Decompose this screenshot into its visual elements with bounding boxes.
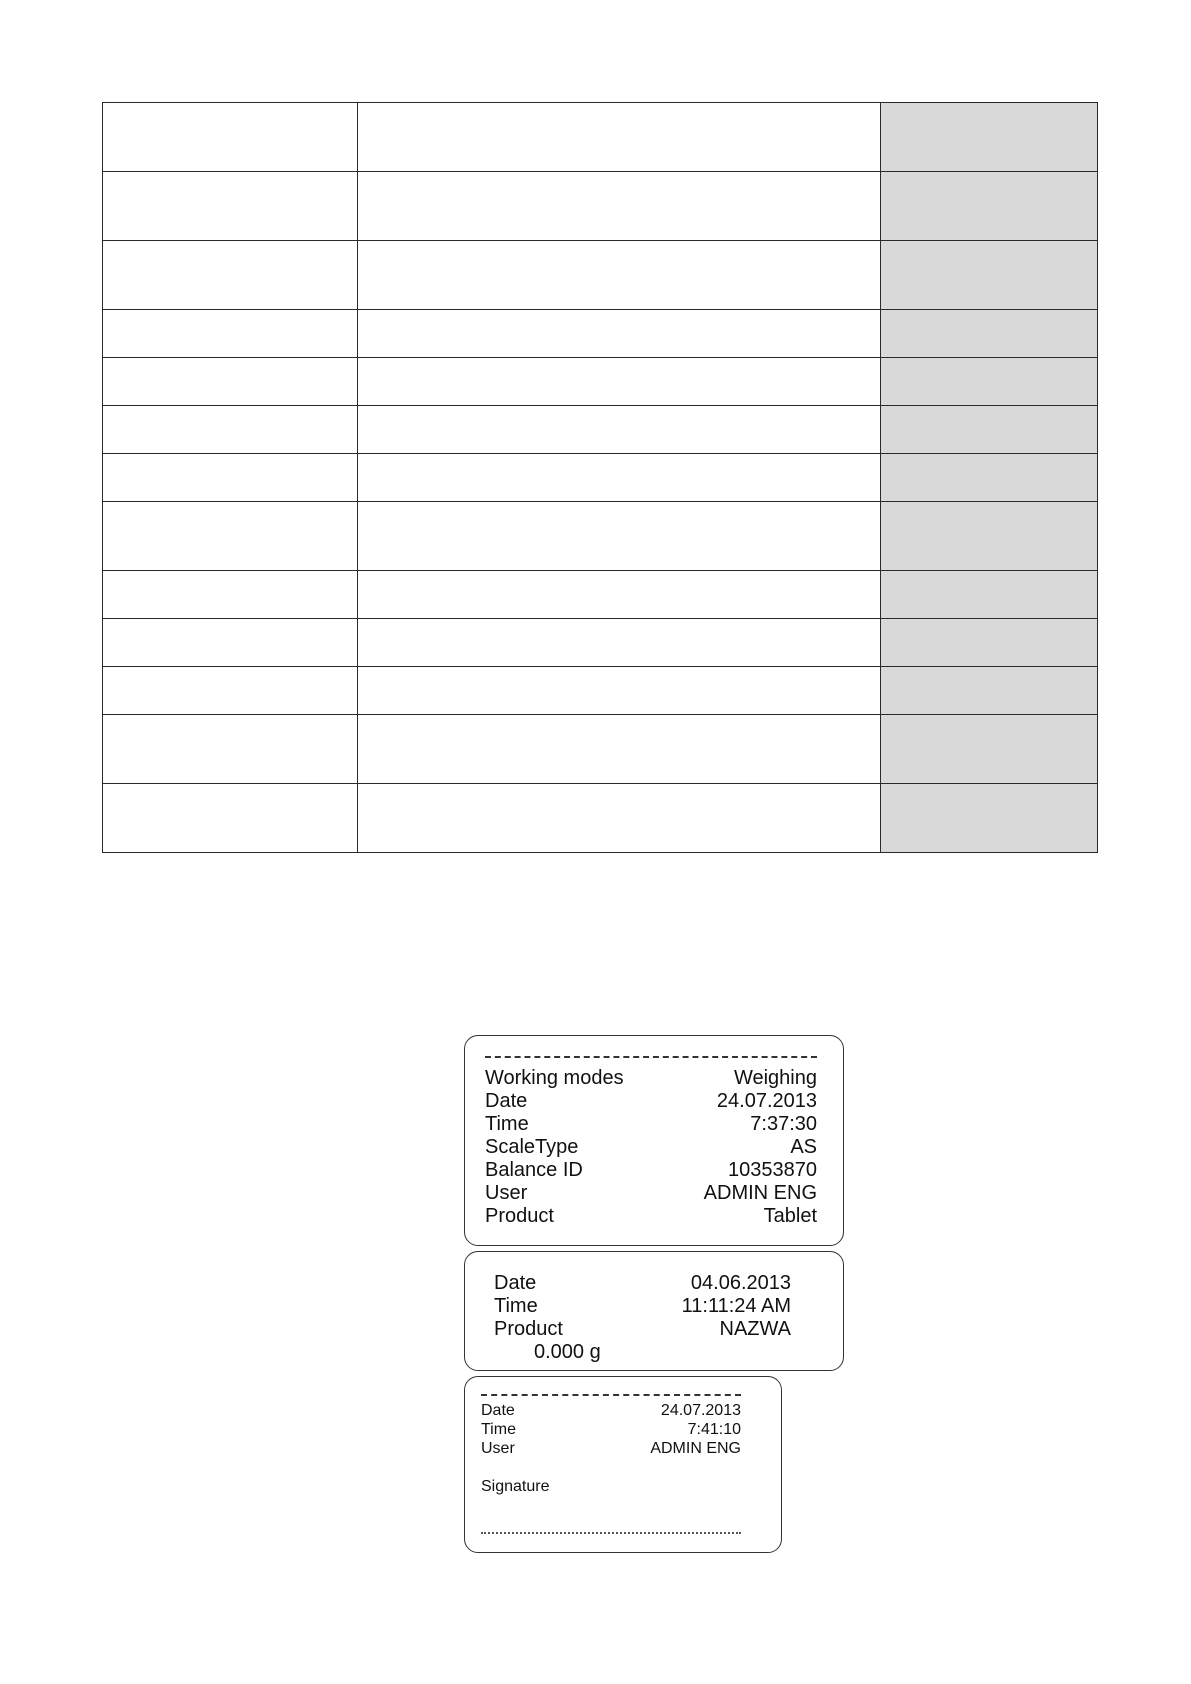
table-cell-shaded — [881, 358, 1098, 406]
signature-label: Signature — [481, 1478, 550, 1495]
table-cell — [103, 103, 358, 172]
table-cell — [103, 619, 358, 667]
printout-weighing — [464, 1251, 844, 1371]
table-cell — [103, 502, 358, 571]
row-value: 24.07.2013 — [716, 1090, 817, 1112]
table-row — [103, 784, 1098, 853]
table-cell — [358, 358, 881, 406]
settings-table — [102, 102, 1098, 853]
dashed-separator — [485, 1056, 817, 1058]
table-cell — [358, 241, 881, 310]
table-cell — [103, 667, 358, 715]
row-label: Balance ID — [485, 1159, 583, 1181]
printout-row — [485, 1113, 817, 1136]
row-label: Time — [481, 1421, 516, 1438]
table-row — [103, 454, 1098, 502]
row-value: Tablet — [763, 1205, 817, 1227]
table-cell-shaded — [881, 406, 1098, 454]
printout-row — [485, 1159, 817, 1182]
printout-row — [481, 1421, 741, 1439]
table-cell — [358, 784, 881, 853]
row-label: User — [481, 1440, 515, 1457]
table-cell — [103, 406, 358, 454]
row-label: ScaleType — [485, 1136, 579, 1158]
table-row — [103, 619, 1098, 667]
row-label: Product — [494, 1318, 563, 1340]
table-cell — [358, 172, 881, 241]
printout-row — [485, 1067, 817, 1090]
table-row — [103, 406, 1098, 454]
row-value: 10353870 — [728, 1159, 817, 1181]
signature-line — [481, 1532, 741, 1534]
table-cell — [103, 172, 358, 241]
printout-footer — [464, 1376, 782, 1553]
table-cell — [358, 103, 881, 172]
table-cell-shaded — [881, 241, 1098, 310]
printout-row — [485, 1090, 817, 1113]
table-row — [103, 571, 1098, 619]
table-cell — [103, 358, 358, 406]
weight-value: 0.000 g — [534, 1341, 601, 1363]
table-cell — [103, 715, 358, 784]
row-value: 24.07.2013 — [660, 1402, 741, 1419]
row-label: User — [485, 1182, 528, 1204]
table-row — [103, 310, 1098, 358]
row-value: 04.06.2013 — [690, 1272, 791, 1294]
table-row — [103, 103, 1098, 172]
table-cell-shaded — [881, 619, 1098, 667]
table-cell-shaded — [881, 784, 1098, 853]
table-cell-shaded — [881, 103, 1098, 172]
row-label: Date — [494, 1272, 537, 1294]
printout-row — [494, 1295, 791, 1318]
printout-row — [485, 1136, 817, 1159]
printout-row — [494, 1272, 791, 1295]
table-cell — [358, 406, 881, 454]
table-cell-shaded — [881, 667, 1098, 715]
row-label: Product — [485, 1205, 554, 1227]
table-cell-shaded — [881, 715, 1098, 784]
table-cell — [103, 310, 358, 358]
row-label: Date — [481, 1402, 515, 1419]
row-value: Weighing — [733, 1067, 817, 1089]
printout-header — [464, 1035, 844, 1246]
table-cell — [358, 502, 881, 571]
table-cell — [358, 454, 881, 502]
row-value: ADMIN ENG — [650, 1440, 741, 1457]
table-row — [103, 667, 1098, 715]
row-value: 7:41:10 — [687, 1421, 741, 1438]
printout-row — [494, 1318, 791, 1341]
row-value: NAZWA — [719, 1318, 791, 1340]
table-row — [103, 502, 1098, 571]
table-cell — [358, 667, 881, 715]
table-cell — [103, 454, 358, 502]
table-cell-shaded — [881, 310, 1098, 358]
printout-row — [481, 1402, 741, 1420]
table-cell — [358, 310, 881, 358]
row-value: 11:11:24 AM — [681, 1295, 791, 1317]
table-cell-shaded — [881, 502, 1098, 571]
table-cell-shaded — [881, 172, 1098, 241]
row-value: 7:37:30 — [750, 1113, 817, 1135]
table-cell — [103, 571, 358, 619]
table-cell-shaded — [881, 571, 1098, 619]
dashed-separator — [481, 1394, 741, 1396]
printout-row — [485, 1182, 817, 1205]
table-row — [103, 715, 1098, 784]
printout-row — [481, 1440, 741, 1458]
table-cell — [103, 784, 358, 853]
row-value: ADMIN ENG — [703, 1182, 817, 1204]
table-row — [103, 172, 1098, 241]
row-label: Time — [485, 1113, 529, 1135]
table-row — [103, 241, 1098, 310]
table-row — [103, 358, 1098, 406]
table-cell — [358, 571, 881, 619]
table-cell-shaded — [881, 454, 1098, 502]
row-label: Date — [485, 1090, 528, 1112]
printout-row — [485, 1205, 817, 1228]
table-cell — [358, 619, 881, 667]
row-label: Working modes — [485, 1067, 624, 1089]
table-cell — [358, 715, 881, 784]
table-cell — [103, 241, 358, 310]
row-value: AS — [790, 1136, 817, 1158]
row-label: Time — [494, 1295, 538, 1317]
